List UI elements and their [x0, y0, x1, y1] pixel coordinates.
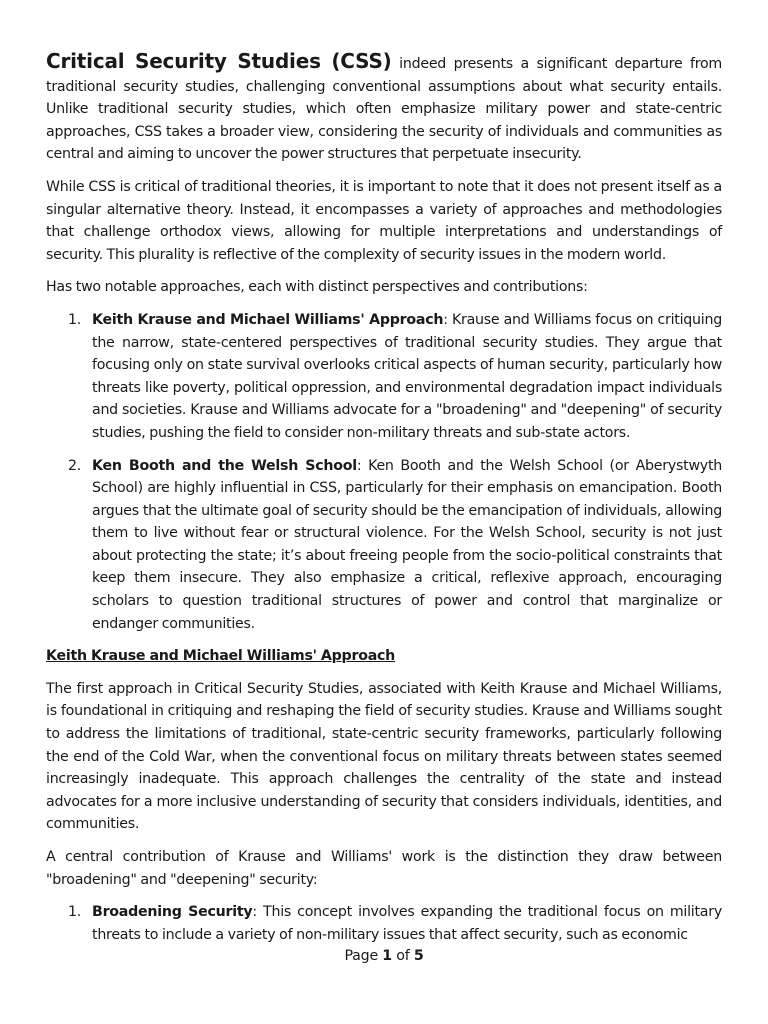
list-text: : This concept involves expanding the traditional focus on military threats to include a variety of non-military issues that affect security, such as economic — [92, 904, 722, 943]
page-footer — [0, 948, 768, 964]
list-item — [46, 455, 722, 636]
paragraph-approaches-intro: Has two notable approaches, each with distinct perspectives and contributions: — [46, 279, 588, 296]
list-number: 2. — [68, 457, 82, 474]
list-term: Ken Booth and the Welsh School — [92, 457, 357, 474]
list-term: Broadening Security — [92, 904, 253, 921]
paragraph-distinction: A central contribution of Krause and Williams' work is the distinction they draw between "broadening" and "deepening" security: — [46, 849, 722, 888]
paragraph-first-approach: The first approach in Critical Security Studies, associated with Keith Krause and Michael Williams, is foundational in critiquing and reshaping the field of security studies. Krause and Williams sought to address the limitations of traditional, state-centric security frameworks, particularly following the end of the Cold War, when the conventional focus on military threats between states seemed increasingly inadequate. This approach challenges the centrality of the state and instead advocates for a more inclusive understanding of security that considers individuals, identities, and communities. — [46, 680, 722, 833]
list-number: 1. — [68, 904, 82, 921]
document-title: Critical Security Studies (CSS) — [46, 49, 392, 73]
page-of: of — [391, 948, 414, 964]
intro-paragraph — [46, 50, 722, 166]
approaches-list — [46, 309, 722, 635]
document-page — [46, 50, 722, 956]
intro-text: indeed presents a significant departure from traditional security studies, challenging conventional assumptions about what security entails. Unlike traditional security studies, which often emphasize military power and state-centric approaches, CSS takes a broader view, considering the security of individuals and communities as central and aiming to uncover the power structures that perpetuate insecurity. — [46, 56, 722, 163]
list-text: : Krause and Williams focus on critiquing the narrow, state-centered perspectives of traditional security studies. They argue that focusing only on state survival overlooks critical aspects of human security, particularly how threats like poverty, political oppression, and environmental degradation impact individuals and societies. Krause and Williams advocate for a "broadening" and "deepening" of security studies, pushing the field to consider non-military threats and sub-state actors. — [92, 311, 722, 441]
list-text: : Ken Booth and the Welsh School (or Aberystwyth School) are highly influential in CSS, particularly for their emphasis on emancipation. Booth argues that the ultimate goal of security should be the emancipation of individuals, allowing them to live without fear or structural violence. For the Welsh School, security is not just about protecting the state; it’s about freeing people from the socio-political constraints that keep them insecure. They also emphasize a critical, reflexive approach, encouraging scholars to question traditional structures of power and control that marginalize or endanger communities. — [92, 457, 723, 632]
list-number: 1. — [68, 311, 82, 328]
concepts-list — [46, 901, 722, 946]
list-term: Keith Krause and Michael Williams' Approach — [92, 311, 444, 328]
page-label: Page — [344, 948, 383, 964]
paragraph-plurality: While CSS is critical of traditional theories, it is important to note that it does not present itself as a singular alternative theory. Instead, it encompasses a variety of approaches and methodologies that challenge orthodox views, allowing for multiple interpretations and understandings of security. This plurality is reflective of the complexity of security issues in the modern world. — [46, 178, 722, 263]
page-current: 1 — [382, 948, 392, 964]
section-heading: Keith Krause and Michael Williams' Approach — [46, 648, 396, 665]
list-item — [46, 901, 722, 946]
list-item — [46, 309, 722, 445]
page-total: 5 — [413, 948, 424, 964]
